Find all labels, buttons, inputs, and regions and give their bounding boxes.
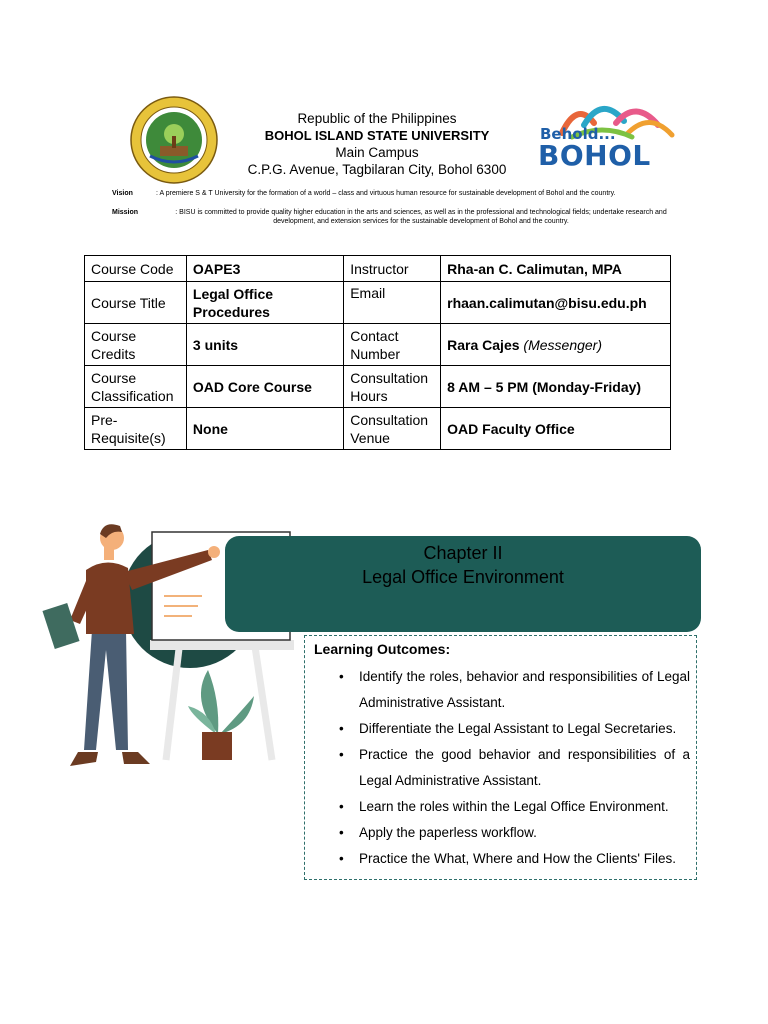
consultation-venue-value: OAD Faculty Office bbox=[441, 408, 671, 450]
list-item: • Differentiate the Legal Assistant to Legal Secretaries. bbox=[359, 716, 690, 742]
chapter-title: Legal Office Environment bbox=[362, 567, 564, 587]
table-row bbox=[85, 324, 671, 366]
list-item: • Identify the roles, behavior and responsibilities of Legal Administrative Assistant. bbox=[359, 664, 690, 716]
behold-bohol-logo bbox=[532, 93, 680, 177]
mission-text: : BISU is committed to provide quality higher education in the arts and sciences, as well as in the professional and technological fields; undertake research and development, and extension services for the sustainable development of Bohol and the country. bbox=[175, 209, 667, 225]
course-title-label: Course Title bbox=[85, 282, 187, 324]
republic-line: Republic of the Philippines bbox=[297, 111, 457, 126]
consultation-hours-label: Consultation Hours bbox=[344, 366, 441, 408]
instructor-label: Instructor bbox=[344, 256, 441, 282]
mission-statement bbox=[112, 209, 682, 229]
email-label: Email bbox=[344, 282, 441, 324]
list-item: • Apply the paperless workflow. bbox=[359, 820, 690, 846]
table-row bbox=[85, 282, 671, 324]
university-address: C.P.G. Avenue, Tagbilaran City, Bohol 6300 bbox=[247, 162, 507, 177]
course-code-label: Course Code bbox=[85, 256, 187, 282]
vision-statement bbox=[112, 190, 682, 202]
consultation-hours-value: 8 AM – 5 PM (Monday-Friday) bbox=[441, 366, 671, 408]
list-item: • Learn the roles within the Legal Office Environment. bbox=[359, 794, 690, 820]
chapter-banner bbox=[225, 536, 701, 632]
classification-value: OAD Core Course bbox=[186, 366, 343, 408]
email-value[interactable]: rhaan.calimutan@bisu.edu.ph bbox=[441, 282, 671, 324]
list-item: • Practice the What, Where and How the Clients' Files. bbox=[359, 846, 690, 872]
course-credits-label: Course Credits bbox=[85, 324, 187, 366]
learning-outcomes-title: Learning Outcomes: bbox=[314, 641, 451, 657]
vision-text: : A premiere S & T University for the formation of a world – class and virtuous human resource for sustainable development of Bohol and the country. bbox=[156, 190, 616, 197]
consultation-venue-label: Consultation Venue bbox=[344, 408, 441, 450]
university-name: BOHOL ISLAND STATE UNIVERSITY bbox=[264, 128, 490, 143]
prerequisite-label: Pre-Requisite(s) bbox=[85, 408, 187, 450]
table-row bbox=[85, 408, 671, 450]
table-row bbox=[85, 256, 671, 282]
course-info-table bbox=[84, 255, 671, 450]
contact-number-label: Contact Number bbox=[344, 324, 441, 366]
campus-name: Main Campus bbox=[335, 145, 419, 160]
logo-bohol-text: BOHOL bbox=[538, 139, 651, 172]
list-item: • Practice the good behavior and responsibilities of a Legal Administrative Assistant. bbox=[359, 742, 690, 794]
chapter-number: Chapter II bbox=[423, 543, 503, 563]
university-seal bbox=[130, 96, 218, 184]
instructor-value: Rha-an C. Calimutan, MPA bbox=[441, 256, 671, 282]
course-code-value: OAPE3 bbox=[186, 256, 343, 282]
learning-outcomes-box bbox=[304, 635, 697, 880]
course-credits-value: 3 units bbox=[186, 324, 343, 366]
prerequisite-value: None bbox=[186, 408, 343, 450]
mission-label: Mission bbox=[112, 209, 139, 216]
course-title-value: Legal Office Procedures bbox=[186, 282, 343, 324]
contact-number-value bbox=[441, 324, 671, 366]
classification-label: Course Classification bbox=[85, 366, 187, 408]
vision-label: Vision bbox=[112, 190, 133, 197]
logo-behold-text: Behold... bbox=[540, 125, 616, 143]
table-row bbox=[85, 366, 671, 408]
contact-role: (Messenger) bbox=[523, 336, 603, 353]
learning-outcomes-list bbox=[305, 664, 698, 872]
header-text bbox=[222, 110, 532, 178]
contact-name: Rara Cajes bbox=[447, 336, 520, 353]
